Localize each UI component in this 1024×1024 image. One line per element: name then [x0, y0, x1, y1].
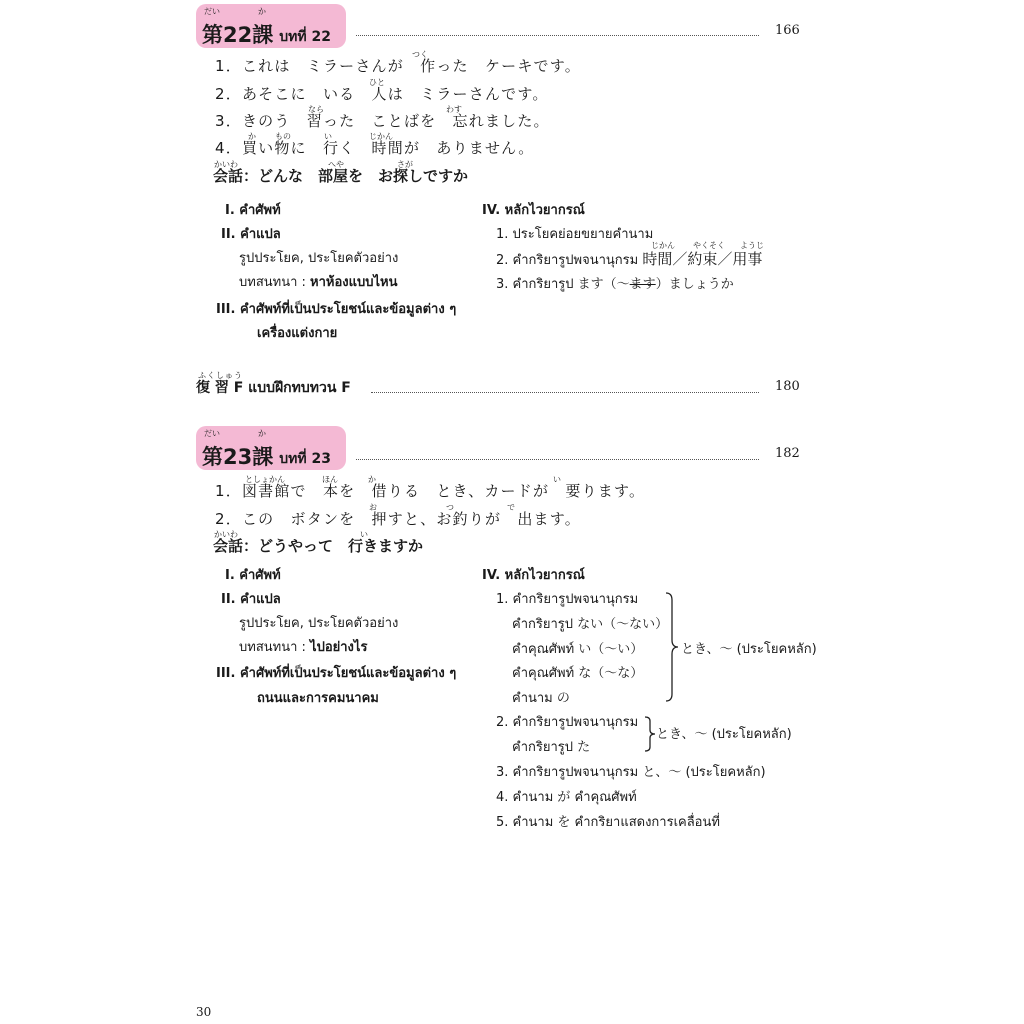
furigana: で — [507, 503, 515, 512]
example-sentence: 2．この ボタンを 押すと、お釣りが 出ます。 — [215, 510, 581, 528]
grammar-item: คำกริยารูป ない（～ない） — [512, 617, 669, 632]
brace-icon — [664, 592, 680, 702]
grammar-text: 3. คำกริยารูป ます（～ — [496, 277, 630, 292]
review-page-ref: 180 — [775, 379, 800, 394]
lesson-number: 第23課 — [202, 445, 274, 469]
grammar-item — [496, 273, 734, 294]
lesson23-conversation-title: 会話：どうやって 行きますか — [213, 537, 424, 555]
section-vocabulary: I. คำศัพท์ — [225, 568, 281, 583]
lesson22-conversation-title: 会話：どんな 部屋を お探しですか — [213, 167, 469, 185]
section-vocabulary: I. คำศัพท์ — [225, 203, 281, 218]
leader-dots — [356, 459, 759, 460]
example-sentence: 1．これは ミラーさんが 作った ケーキです。 — [215, 57, 581, 75]
furigana: い — [553, 475, 561, 484]
grammar-item: 1. ประโยคย่อยขยายคำนาม — [496, 227, 654, 242]
lesson22-badge — [196, 4, 346, 48]
furigana: か — [258, 7, 266, 16]
furigana: だい — [204, 429, 220, 438]
lesson23-badge — [196, 426, 346, 470]
conversation-title: ไปอย่างไร — [310, 640, 368, 655]
grammar-item — [496, 248, 762, 270]
grammar-item: คำกริยารูป た — [512, 740, 591, 755]
grammar-result: とき、～ (ประโยคหลัก) — [681, 642, 817, 657]
furigana: か — [368, 475, 376, 484]
section-grammar: IV. หลักไวยากรณ์ — [482, 203, 585, 218]
furigana: なら — [308, 105, 324, 114]
grammar-result: とき、～ (ประโยคหลัก) — [656, 727, 792, 742]
grammar-item: คำนาม の — [512, 691, 570, 706]
example-sentence: 1．図書館で 本を 借りる とき、カードが 要ります。 — [215, 482, 646, 500]
grammar-strike: ます — [629, 277, 656, 292]
lesson-number: 第22課 — [202, 23, 274, 47]
page-number: 30 — [196, 1005, 212, 1019]
furigana: わす — [446, 105, 462, 114]
section-grammar: IV. หลักไวยากรณ์ — [482, 568, 585, 583]
furigana: かいわ — [214, 160, 238, 169]
furigana: か — [248, 132, 256, 141]
furigana: やくそく — [693, 241, 725, 250]
section-sentence-patterns: รูปประโยค, ประโยคตัวอย่าง — [239, 251, 399, 266]
furigana: としょかん — [245, 475, 285, 484]
furigana: かいわ — [214, 530, 238, 539]
grammar-jp: 時間／約束／用事 — [642, 250, 763, 268]
grammar-item: 5. คำนาม を คำกริยาแสดงการเคลื่อนที่ — [496, 815, 720, 830]
leader-dots — [356, 35, 759, 36]
furigana: つく — [412, 50, 428, 59]
conversation-label: บทสนทนา : — [239, 275, 311, 290]
section-sentence-patterns: รูปประโยค, ประโยคตัวอย่าง — [239, 616, 399, 631]
grammar-item: คำคุณศัพท์ な（～な） — [512, 666, 644, 681]
furigana: へや — [328, 160, 344, 169]
lesson22-page-ref: 166 — [775, 23, 800, 38]
furigana: さが — [397, 160, 413, 169]
grammar-item: 3. คำกริยารูปพจนานุกรม と、～ (ประโยคหลัก) — [496, 765, 766, 780]
lesson-thai-title: บทที่ 23 — [279, 451, 331, 467]
grammar-item: 4. คำนาม が คำคุณศัพท์ — [496, 790, 637, 805]
section-conversation — [239, 271, 398, 292]
example-sentence: 2．あそこに いる 人は ミラーさんです。 — [215, 85, 549, 103]
section-translation: II. คำแปล — [221, 592, 281, 607]
furigana: じかん — [369, 132, 393, 141]
grammar-text: ）ましょうか — [655, 277, 734, 292]
furigana: ふくしゅう — [198, 371, 243, 380]
furigana: だい — [204, 7, 220, 16]
useful-vocab-topic: ถนนและการคมนาคม — [257, 691, 379, 706]
furigana: ようじ — [740, 241, 764, 250]
furigana: じかん — [651, 241, 675, 250]
furigana: か — [258, 429, 266, 438]
conversation-label: บทสนทนา : — [239, 640, 311, 655]
furigana: ひと — [369, 78, 385, 87]
leader-dots — [371, 392, 759, 393]
review-f-title: 復 習 F แบบฝึกทบทวน F — [196, 380, 351, 396]
furigana: い — [360, 530, 368, 539]
section-conversation — [239, 636, 367, 657]
grammar-item: คำคุณศัพท์ い（～い） — [512, 642, 644, 657]
grammar-item: 2. คำกริยารูปพจนานุกรม — [496, 715, 639, 730]
lesson22-header — [196, 4, 800, 48]
grammar-text: 2. คำกริยารูปพจนานุกรม — [496, 253, 643, 268]
example-sentence: 3．きのう 習った ことばを 忘れました。 — [215, 112, 550, 130]
useful-vocab-topic: เครื่องแต่งกาย — [257, 326, 338, 341]
section-useful-vocab: III. คำศัพท์ที่เป็นประโยชน์และข้อมูลต่าง ๆ — [216, 666, 457, 681]
lesson23-header — [196, 426, 800, 470]
brace-icon — [643, 716, 657, 752]
furigana: もの — [275, 132, 291, 141]
section-useful-vocab: III. คำศัพท์ที่เป็นประโยชน์และข้อมูลต่าง ๆ — [216, 302, 457, 317]
conversation-title: หาห้องแบบไหน — [310, 275, 398, 290]
furigana: つ — [446, 503, 454, 512]
section-translation: II. คำแปล — [221, 227, 281, 242]
furigana: い — [324, 132, 332, 141]
lesson23-page-ref: 182 — [775, 446, 800, 461]
furigana: お — [369, 503, 377, 512]
example-sentence: 4．買い物に 行く 時間が ありません。 — [215, 139, 535, 157]
grammar-item: 1. คำกริยารูปพจนานุกรม — [496, 592, 639, 607]
furigana: ほん — [322, 475, 338, 484]
lesson-thai-title: บทที่ 22 — [279, 29, 331, 45]
